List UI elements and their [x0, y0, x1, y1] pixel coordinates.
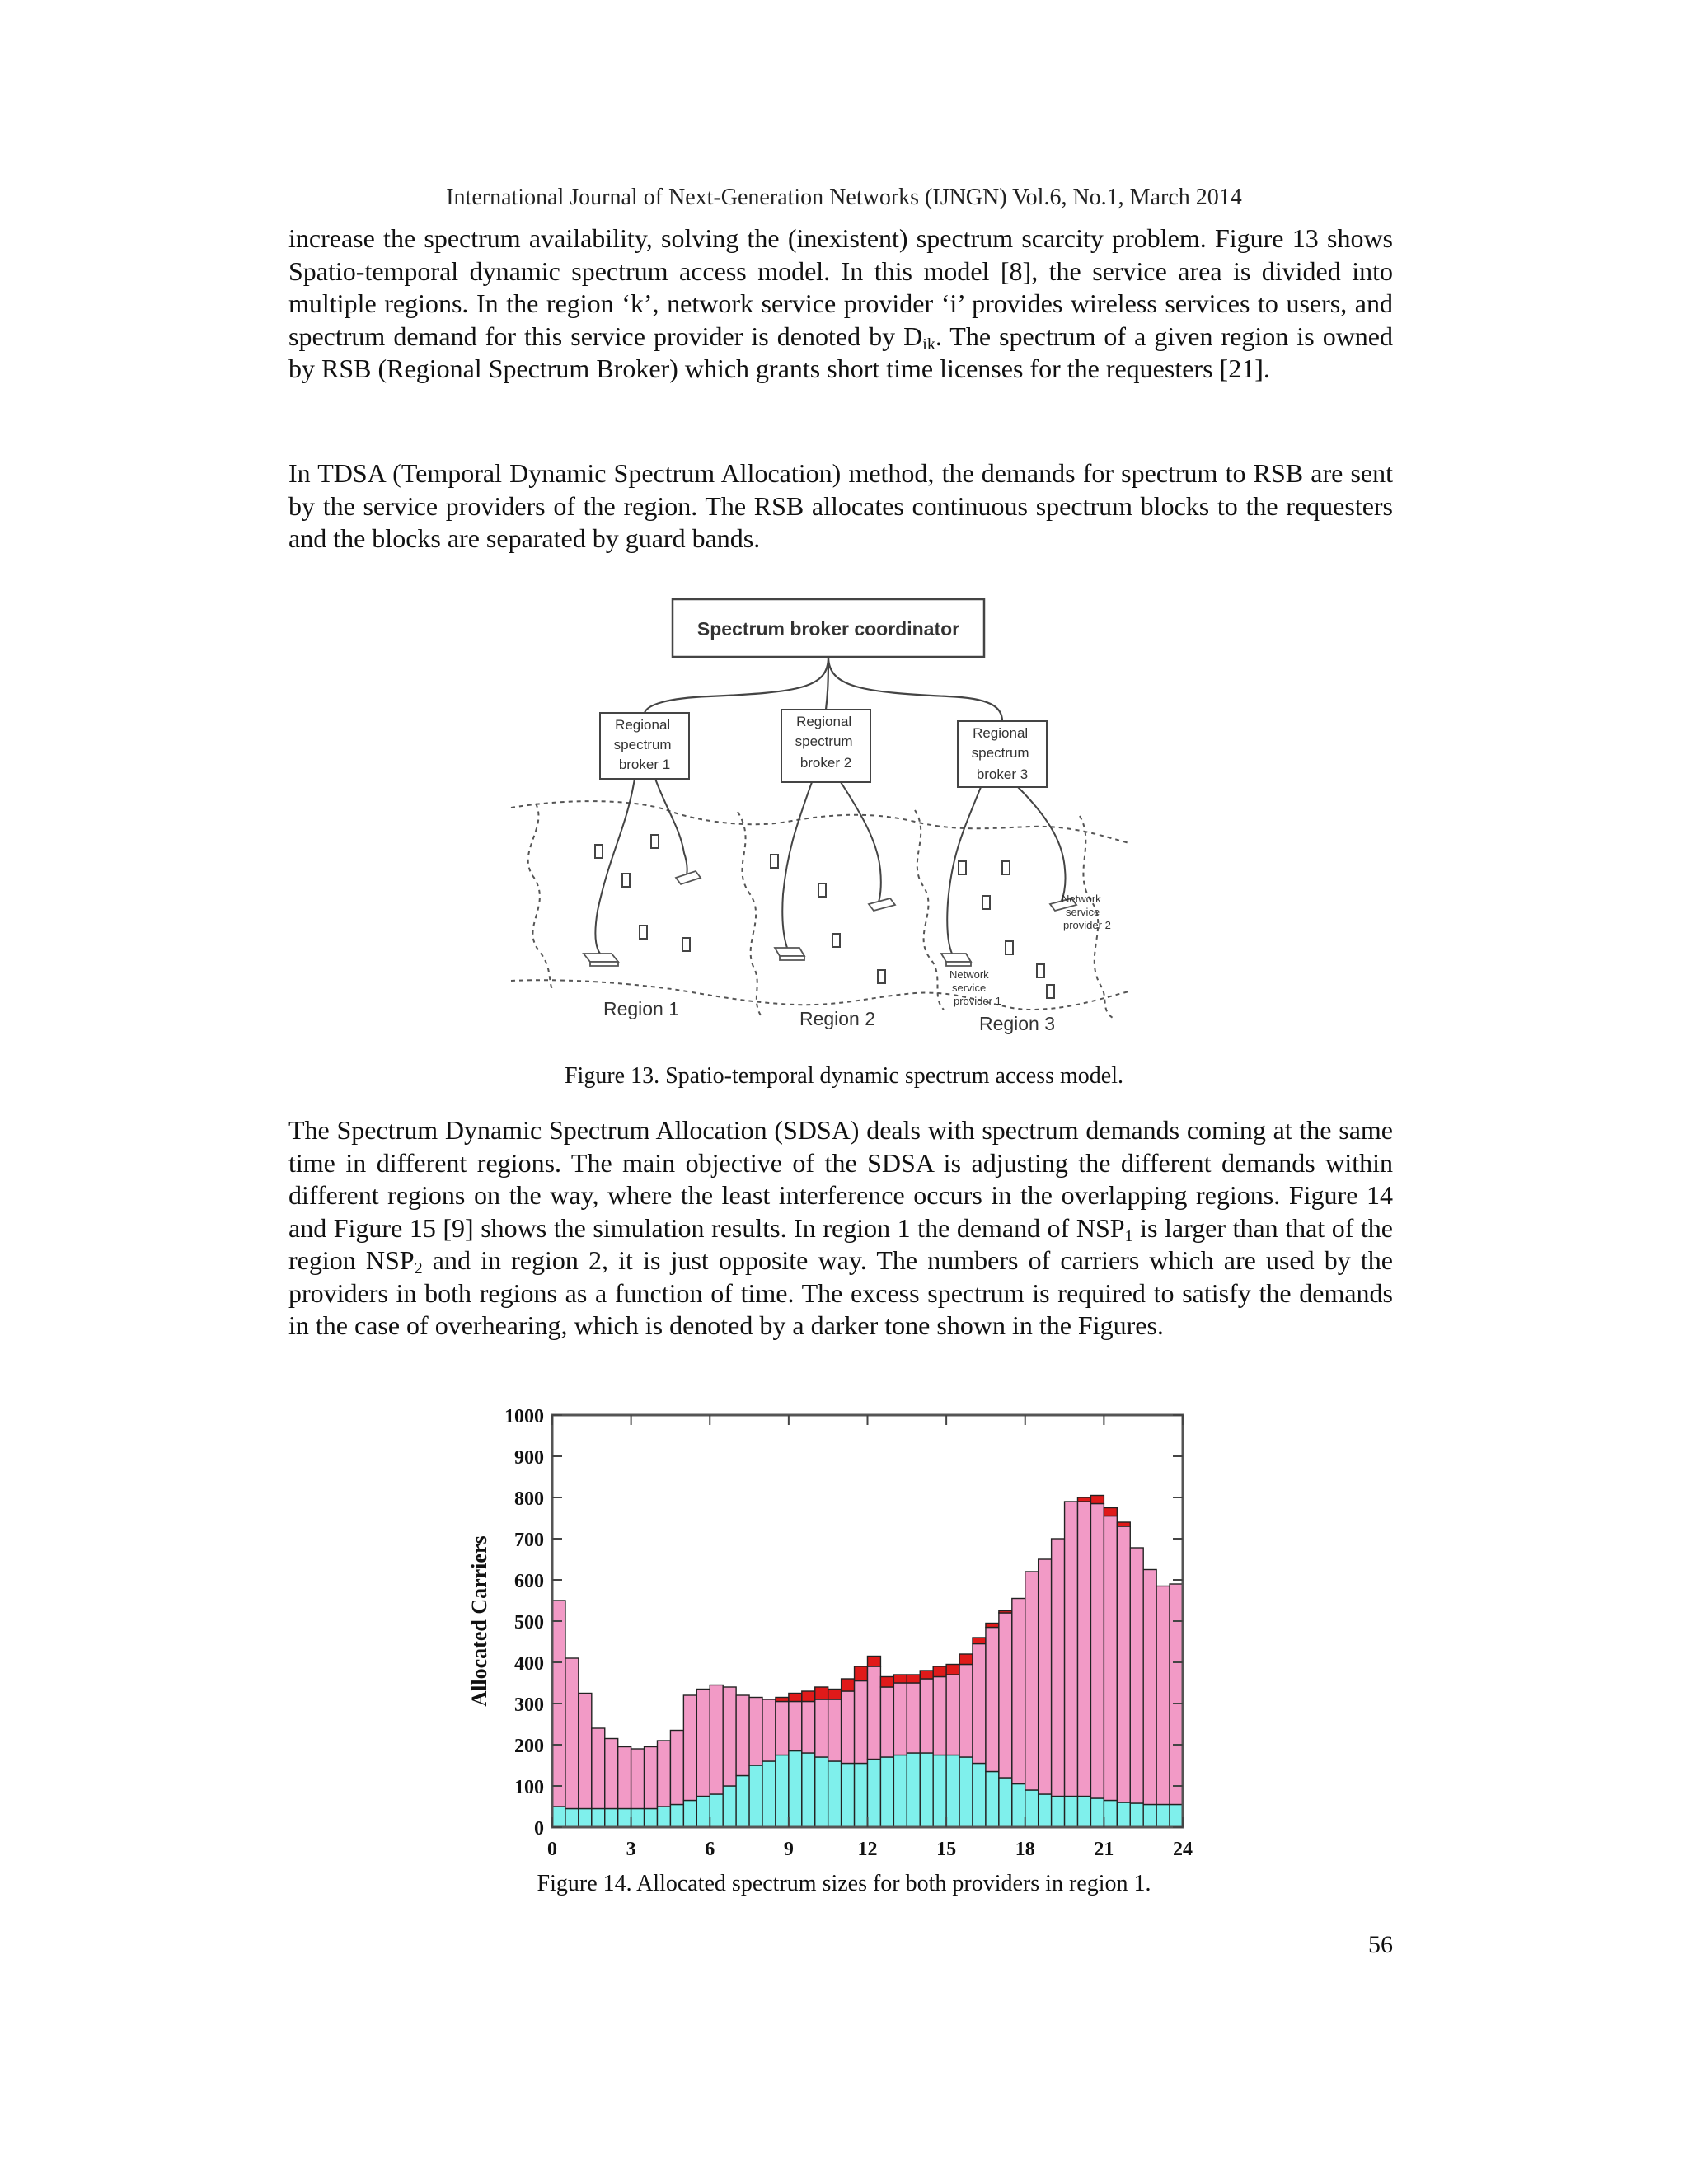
- region-3-label: Region 3: [978, 1013, 1056, 1034]
- bar-provider2-17: [776, 1755, 789, 1828]
- bar-excess-42: [1104, 1508, 1117, 1516]
- p3-text-a: The Spectrum Dynamic Spectrum Allocation (SDSA) deals with spectrum demands coming at the same time in different regions. The main objective of the SDSA is adjusting the different demands within different regions on the way, where the least interference occurs in the overlapping regions. Figure 14 and Figure 15 [9] shows the simulation results. In region 1 the demand of NSP: [288, 1115, 1393, 1243]
- bar-provider2-45: [1143, 1805, 1156, 1828]
- bar-provider1-2: [579, 1694, 592, 1809]
- x-tick-label-0: 0: [547, 1839, 557, 1858]
- bar-provider2-16: [762, 1761, 776, 1827]
- figure-13-diagram: [503, 581, 1146, 1051]
- p3-text-c: and in region 2, it is just opposite way. The numbers of carriers which are used by the providers in both regions as a function of time. The excess spectrum is required to satisfy the demands in the case of overhearing, which is denoted by a darker tone shown in the Figures.: [288, 1245, 1394, 1340]
- bar-provider2-39: [1065, 1797, 1078, 1828]
- y-axis-label: Allocated Carriers: [467, 1535, 491, 1707]
- bar-excess-20: [815, 1687, 828, 1699]
- bar-provider1-18: [789, 1702, 802, 1751]
- bar-provider1-20: [815, 1699, 828, 1757]
- broker-2-label: Regional spectrum broker 2: [795, 714, 853, 771]
- bar-provider1-15: [749, 1698, 762, 1766]
- page-number: 56: [1368, 1931, 1393, 1958]
- bar-provider1-34: [999, 1613, 1012, 1778]
- bar-provider2-11: [696, 1797, 710, 1828]
- paragraph-3: [288, 1114, 1393, 1343]
- bar-provider1-39: [1065, 1502, 1078, 1797]
- bar-provider2-0: [552, 1807, 565, 1827]
- bar-provider1-19: [802, 1702, 815, 1754]
- bar-provider2-42: [1104, 1801, 1117, 1828]
- bar-provider1-14: [736, 1695, 749, 1776]
- bar-provider1-36: [1025, 1572, 1039, 1790]
- x-tick-label-9: 9: [783, 1839, 794, 1858]
- bar-provider2-37: [1039, 1794, 1052, 1827]
- paragraph-1: [288, 223, 1393, 386]
- bar-provider2-19: [802, 1753, 815, 1827]
- bar-provider2-15: [749, 1765, 762, 1827]
- bar-provider1-27: [907, 1683, 920, 1753]
- bar-provider2-30: [946, 1755, 959, 1828]
- bar-provider2-41: [1090, 1798, 1104, 1827]
- bar-provider2-18: [789, 1751, 802, 1828]
- p3-text-b: is larger than that of the region NSP: [288, 1212, 1394, 1275]
- bar-provider2-10: [683, 1801, 696, 1828]
- bar-excess-41: [1090, 1496, 1104, 1504]
- bar-provider1-4: [605, 1739, 618, 1809]
- bar-provider1-31: [959, 1665, 973, 1758]
- bar-provider2-6: [631, 1809, 645, 1828]
- bar-excess-34: [999, 1611, 1012, 1614]
- bar-provider1-6: [631, 1749, 645, 1809]
- bar-provider2-44: [1130, 1803, 1143, 1827]
- bar-provider2-40: [1078, 1797, 1091, 1828]
- plot-area: [504, 1406, 1193, 1858]
- bar-excess-32: [973, 1638, 986, 1644]
- x-tick-label-24: 24: [1173, 1839, 1193, 1858]
- bar-provider1-25: [880, 1687, 893, 1757]
- bar-provider2-46: [1156, 1805, 1170, 1828]
- bar-excess-30: [946, 1665, 959, 1675]
- bar-provider1-1: [565, 1658, 579, 1809]
- bar-provider2-29: [933, 1755, 946, 1828]
- bar-provider1-38: [1052, 1539, 1065, 1797]
- bar-provider2-23: [855, 1764, 868, 1828]
- bar-provider1-42: [1104, 1516, 1117, 1801]
- y-tick-label-300: 300: [514, 1694, 544, 1716]
- bar-provider1-46: [1156, 1586, 1170, 1805]
- bar-provider1-37: [1039, 1559, 1052, 1794]
- bar-provider1-13: [723, 1687, 736, 1786]
- bar-provider2-1: [565, 1809, 579, 1828]
- x-tick-label-12: 12: [857, 1839, 878, 1858]
- bar-provider2-12: [710, 1794, 723, 1827]
- bar-provider2-3: [592, 1809, 605, 1828]
- bar-provider1-35: [1012, 1599, 1025, 1784]
- bar-provider1-30: [946, 1675, 959, 1755]
- figure-13-caption: Figure 13. Spatio-temporal dynamic spectrum access model.: [564, 1063, 1124, 1089]
- x-tick-label-21: 21: [1094, 1839, 1114, 1858]
- bar-excess-21: [828, 1690, 842, 1700]
- bar-provider1-41: [1090, 1504, 1104, 1799]
- bar-provider2-38: [1052, 1797, 1065, 1828]
- nsp-2-label: Network service provider 2: [1062, 893, 1111, 931]
- bar-provider2-22: [842, 1764, 855, 1828]
- bar-excess-25: [880, 1677, 893, 1688]
- bar-excess-33: [986, 1624, 999, 1628]
- bar-provider1-8: [658, 1741, 671, 1807]
- y-tick-label-900: 900: [514, 1447, 544, 1469]
- broker-links: [595, 779, 1065, 954]
- y-tick-label-800: 800: [514, 1488, 544, 1510]
- bar-provider2-2: [579, 1809, 592, 1828]
- broker-3-label: Regional spectrum broker 3: [971, 725, 1029, 782]
- y-tick-label-200: 200: [514, 1736, 544, 1757]
- base-stations: [584, 871, 1076, 966]
- x-tick-label-6: 6: [705, 1839, 715, 1858]
- bar-excess-18: [789, 1694, 802, 1702]
- bar-provider2-24: [868, 1760, 881, 1828]
- bar-excess-26: [893, 1675, 907, 1683]
- bar-provider2-5: [618, 1809, 631, 1828]
- y-tick-label-600: 600: [514, 1571, 544, 1592]
- bar-provider1-3: [592, 1728, 605, 1809]
- bar-provider2-13: [723, 1786, 736, 1827]
- bar-provider1-10: [683, 1695, 696, 1801]
- bar-excess-40: [1078, 1497, 1091, 1502]
- y-tick-label-0: 0: [534, 1818, 544, 1840]
- nsp-1-label: Network service provider 1: [950, 968, 1001, 1007]
- bar-provider2-7: [645, 1809, 658, 1828]
- x-tick-label-18: 18: [1015, 1839, 1035, 1858]
- bar-provider2-20: [815, 1757, 828, 1827]
- bar-provider2-35: [1012, 1784, 1025, 1828]
- region-boundaries: [511, 801, 1129, 1018]
- bar-provider1-5: [618, 1747, 631, 1809]
- p1-text-b: . The spectrum of a given region is owned by RSB (Regional Spectrum Broker) which grants short time licenses for the requesters [21].: [288, 321, 1394, 383]
- bar-provider2-31: [959, 1757, 973, 1827]
- p1-subscript: ik: [922, 335, 935, 354]
- p1-text-a: increase the spectrum availability, solving the (inexistent) spectrum scarcity problem. Figure 13 shows Spatio-temporal dynamic spectrum access model. In this model [8], the service area is divided into multiple regions. In the region ‘k’, network service provider ‘i’ provides wireless services to users, and spectrum demand for this service provider is denoted by D: [288, 223, 1393, 351]
- p3-subscript-2: 2: [414, 1259, 423, 1277]
- bar-provider1-29: [933, 1677, 946, 1755]
- bar-provider2-26: [893, 1755, 907, 1828]
- bar-excess-27: [907, 1675, 920, 1683]
- x-tick-label-15: 15: [936, 1839, 957, 1858]
- bar-excess-22: [842, 1679, 855, 1691]
- bar-provider1-32: [973, 1644, 986, 1764]
- p3-subscript-1: 1: [1124, 1226, 1133, 1245]
- bar-provider1-22: [842, 1691, 855, 1764]
- bar-provider1-12: [710, 1685, 723, 1795]
- region-1-label: Region 1: [603, 998, 680, 1019]
- bar-provider2-14: [736, 1776, 749, 1828]
- x-tick-label-3: 3: [626, 1839, 636, 1858]
- bar-provider1-40: [1078, 1502, 1091, 1797]
- bar-excess-17: [776, 1698, 789, 1702]
- figure-14-caption: Figure 14. Allocated spectrum sizes for both providers in region 1.: [537, 1871, 1151, 1896]
- bar-provider2-21: [828, 1761, 842, 1827]
- bar-provider2-28: [920, 1753, 933, 1827]
- bar-provider1-33: [986, 1628, 999, 1772]
- bar-provider2-34: [999, 1778, 1012, 1827]
- bar-excess-23: [855, 1666, 868, 1681]
- bar-provider1-21: [828, 1699, 842, 1761]
- bar-provider1-28: [920, 1679, 933, 1753]
- y-tick-label-700: 700: [514, 1530, 544, 1551]
- bar-excess-28: [920, 1671, 933, 1679]
- bar-provider2-33: [986, 1772, 999, 1828]
- paragraph-2: In TDSA (Temporal Dynamic Spectrum Allocation) method, the demands for spectrum to RSB are sent by the service providers of the region. The RSB allocates continuous spectrum blocks to the requesters and the blocks are separated by guard bands.: [288, 458, 1393, 553]
- bar-excess-19: [802, 1691, 815, 1702]
- bar-excess-24: [868, 1657, 881, 1667]
- bar-provider1-45: [1143, 1570, 1156, 1805]
- bar-provider1-44: [1130, 1548, 1143, 1803]
- bar-excess-29: [933, 1666, 946, 1677]
- bar-provider1-7: [645, 1747, 658, 1809]
- journal-header: International Journal of Next-Generation Networks (IJNGN) Vol.6, No.1, March 2014: [446, 185, 1242, 210]
- bar-provider1-24: [868, 1666, 881, 1760]
- bar-provider1-9: [670, 1731, 683, 1805]
- bar-excess-43: [1117, 1522, 1130, 1526]
- bar-provider2-32: [973, 1764, 986, 1828]
- region-2-label: Region 2: [799, 1008, 876, 1029]
- bar-provider2-43: [1117, 1802, 1130, 1827]
- bar-provider2-8: [658, 1807, 671, 1827]
- y-tick-label-100: 100: [514, 1777, 544, 1798]
- bar-provider2-25: [880, 1757, 893, 1827]
- bar-provider2-36: [1025, 1790, 1039, 1827]
- y-tick-label-400: 400: [514, 1653, 544, 1675]
- coordinator-label: Spectrum broker coordinator: [696, 618, 960, 640]
- bar-provider1-43: [1117, 1526, 1130, 1802]
- bar-provider1-11: [696, 1690, 710, 1797]
- bar-provider1-23: [855, 1681, 868, 1764]
- bar-excess-31: [959, 1654, 973, 1665]
- bar-provider2-9: [670, 1805, 683, 1828]
- bar-provider1-17: [776, 1702, 789, 1755]
- y-tick-label-1000: 1000: [504, 1406, 544, 1427]
- bar-provider1-26: [893, 1683, 907, 1755]
- y-tick-label-500: 500: [514, 1612, 544, 1633]
- broker-1-label: Regional spectrum broker 1: [613, 717, 672, 772]
- bar-provider1-47: [1170, 1584, 1183, 1805]
- bar-provider2-47: [1170, 1805, 1183, 1828]
- bar-provider1-16: [762, 1699, 776, 1761]
- bar-provider2-27: [907, 1753, 920, 1827]
- figure-14-chart: [462, 1397, 1220, 1858]
- bar-provider2-4: [605, 1809, 618, 1828]
